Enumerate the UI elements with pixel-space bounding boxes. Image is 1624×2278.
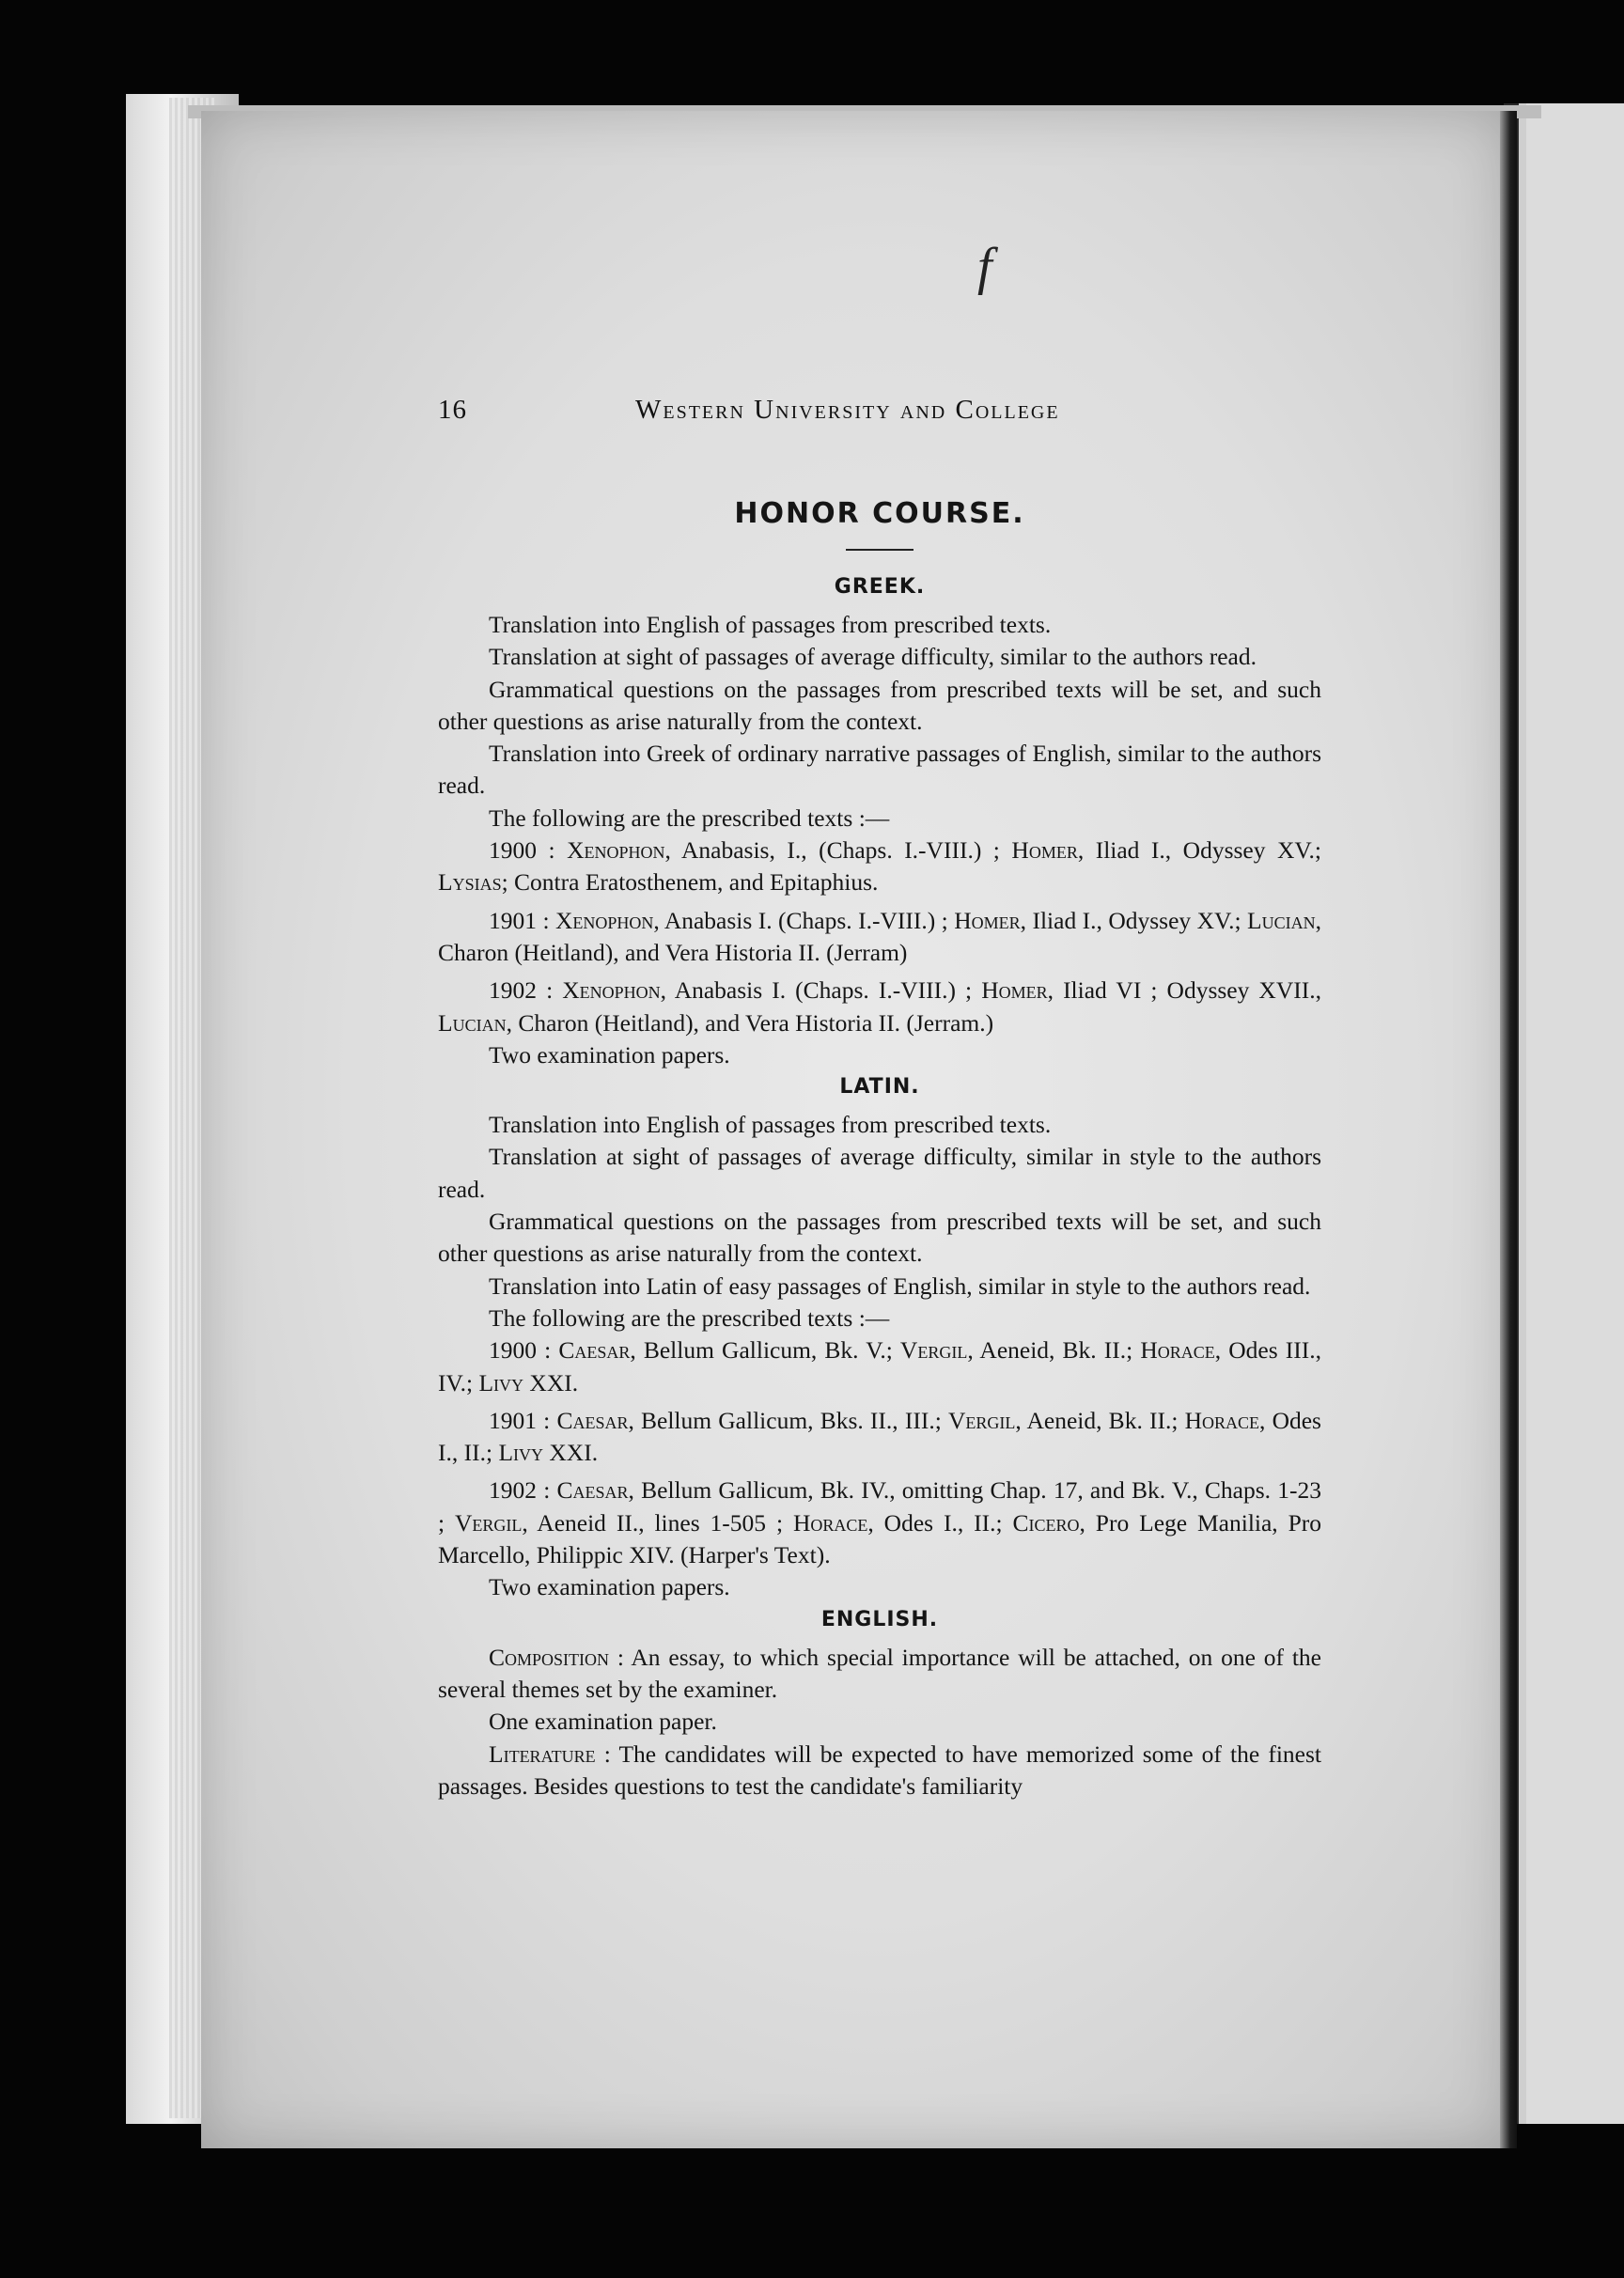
author: Homer — [981, 976, 1048, 1005]
greek-texts-1900 — [438, 835, 1321, 899]
author: Lysias — [438, 868, 502, 897]
author: Cicero — [1012, 1508, 1080, 1537]
year: 1901 : — [489, 906, 550, 934]
author: Lucian — [1247, 906, 1316, 934]
course-title: HONOR COURSE. — [734, 497, 1025, 530]
running-title: Western University and College — [635, 395, 1060, 425]
english-paragraph: One examination paper. — [489, 1708, 717, 1736]
work: , Odes I., II.; — [438, 1406, 1321, 1467]
facing-page-edge — [1504, 103, 1624, 2124]
latin-paragraph: The following are the prescribed texts :— — [489, 1303, 890, 1332]
author: Vergil — [947, 1406, 1016, 1434]
year: 1902 : — [489, 976, 554, 1005]
author: Xenophon — [567, 836, 665, 865]
author: Horace — [1140, 1336, 1215, 1365]
book-gutter — [1500, 111, 1517, 2148]
author: Vergil — [455, 1508, 523, 1537]
running-header — [438, 395, 1135, 432]
title-rule — [846, 549, 914, 551]
work: , Charon (Heitland), and Vera Historia II. (Jerram) — [438, 906, 1321, 966]
work: , Iliad VI ; Odyssey XVII., — [1047, 976, 1321, 1005]
year: 1901 : — [489, 1406, 551, 1434]
work: XXI. — [523, 1368, 579, 1396]
latin-paragraph: Translation into English of passages from prescribed texts. — [489, 1111, 1052, 1139]
work: , Aeneid, Bk. II.; — [967, 1336, 1141, 1365]
greek-texts-1902 — [438, 975, 1321, 1039]
work: , Anabasis I. (Chaps. I.-VIII.) ; — [660, 976, 982, 1005]
work: , Bellum Gallicum, Bk. V.; — [630, 1336, 900, 1365]
work: , Charon (Heitland), and Vera Historia II. (Jerram.) — [506, 1008, 994, 1037]
latin-paragraph: Two examination papers. — [489, 1573, 730, 1601]
author: Xenophon — [554, 906, 654, 934]
year: 1900 : — [489, 836, 555, 865]
label: Literature : — [489, 1740, 611, 1768]
author: Homer — [954, 906, 1021, 934]
author: Caesar — [556, 1476, 629, 1505]
greek-paragraph: Grammatical questions on the passages from prescribed texts will be set, and such other questions as arise naturally from the context. — [438, 675, 1321, 735]
latin-paragraph: Grammatical questions on the passages from prescribed texts will be set, and such other questions as arise naturally from the context. — [438, 1208, 1321, 1268]
author: Vergil — [899, 1336, 968, 1365]
work: , Bellum Gallicum, Bk. IV., omitting Chap. 17, and Bk. V., Chaps. 1-23 ; — [438, 1476, 1321, 1537]
year: 1900 : — [489, 1336, 552, 1365]
greek-paragraph: Translation at sight of passages of average difficulty, similar to the authors read. — [489, 643, 1257, 671]
author: Livy — [498, 1439, 544, 1467]
greek-paragraph: Two examination papers. — [489, 1040, 730, 1069]
text: The candidates will be expected to have memorized some of the finest passages. Besides questions to test the candidate's familiarity — [438, 1740, 1321, 1800]
greek-paragraph: Translation into English of passages from prescribed texts. — [489, 611, 1052, 638]
work: , Iliad I., Odyssey XV.; — [1020, 906, 1248, 934]
stray-ink-mark: f — [977, 238, 992, 296]
author: Homer — [1011, 836, 1078, 865]
english-composition — [438, 1642, 1321, 1707]
text: An essay, to which special importance will be attached, on one of the several themes set by the examiner. — [438, 1643, 1321, 1703]
work: ; Contra Eratosthenem, and Epitaphius. — [501, 868, 879, 897]
work: , Odes III., IV.; — [438, 1336, 1322, 1396]
year: 1902 : — [489, 1476, 551, 1505]
label: Composition : — [489, 1643, 624, 1671]
latin-paragraph: Translation at sight of passages of average difficulty, similar in style to the authors read. — [438, 1143, 1321, 1203]
work: , Pro Lege Manilia, Pro Marcello, Philippic XIV. (Harper's Text). — [438, 1508, 1322, 1569]
work: , Bellum Gallicum, Bks. II., III.; — [628, 1406, 948, 1434]
latin-paragraph: Translation into Latin of easy passages of English, similar in style to the authors read. — [489, 1272, 1311, 1300]
author: Horace — [1184, 1406, 1260, 1434]
section-heading-latin: LATIN. — [839, 1075, 920, 1100]
work: , Odes I., II.; — [867, 1508, 1013, 1537]
body-text — [438, 498, 1321, 1802]
latin-texts-1901 — [438, 1405, 1321, 1470]
author: Horace — [792, 1508, 868, 1537]
greek-paragraph: Translation into Greek of ordinary narrative passages of English, similar to the authors read. — [438, 740, 1321, 800]
author: Lucian — [438, 1008, 507, 1037]
work: , Iliad I., Odyssey XV.; — [1077, 836, 1322, 865]
work: , Aeneid, Bk. II.; — [1015, 1406, 1185, 1434]
latin-texts-1900 — [438, 1334, 1321, 1399]
greek-texts-1901 — [438, 905, 1321, 970]
section-heading-greek: GREEK. — [834, 575, 926, 599]
section-heading-english: ENGLISH. — [820, 1607, 939, 1631]
page-number: 16 — [438, 395, 467, 425]
author: Xenophon — [562, 976, 661, 1005]
work: , Anabasis I. (Chaps. I.-VIII.) ; — [653, 906, 955, 934]
english-literature — [438, 1739, 1321, 1803]
work: XXI. — [543, 1439, 599, 1467]
author: Livy — [478, 1368, 524, 1396]
author: Caesar — [558, 1336, 631, 1365]
work: , Aeneid II., lines 1-505 ; — [522, 1508, 793, 1537]
author: Caesar — [556, 1406, 629, 1434]
work: , Anabasis, I., (Chaps. I.-VIII.) ; — [664, 836, 1012, 865]
greek-paragraph: The following are the prescribed texts :— — [489, 804, 890, 832]
latin-texts-1902 — [438, 1474, 1321, 1571]
